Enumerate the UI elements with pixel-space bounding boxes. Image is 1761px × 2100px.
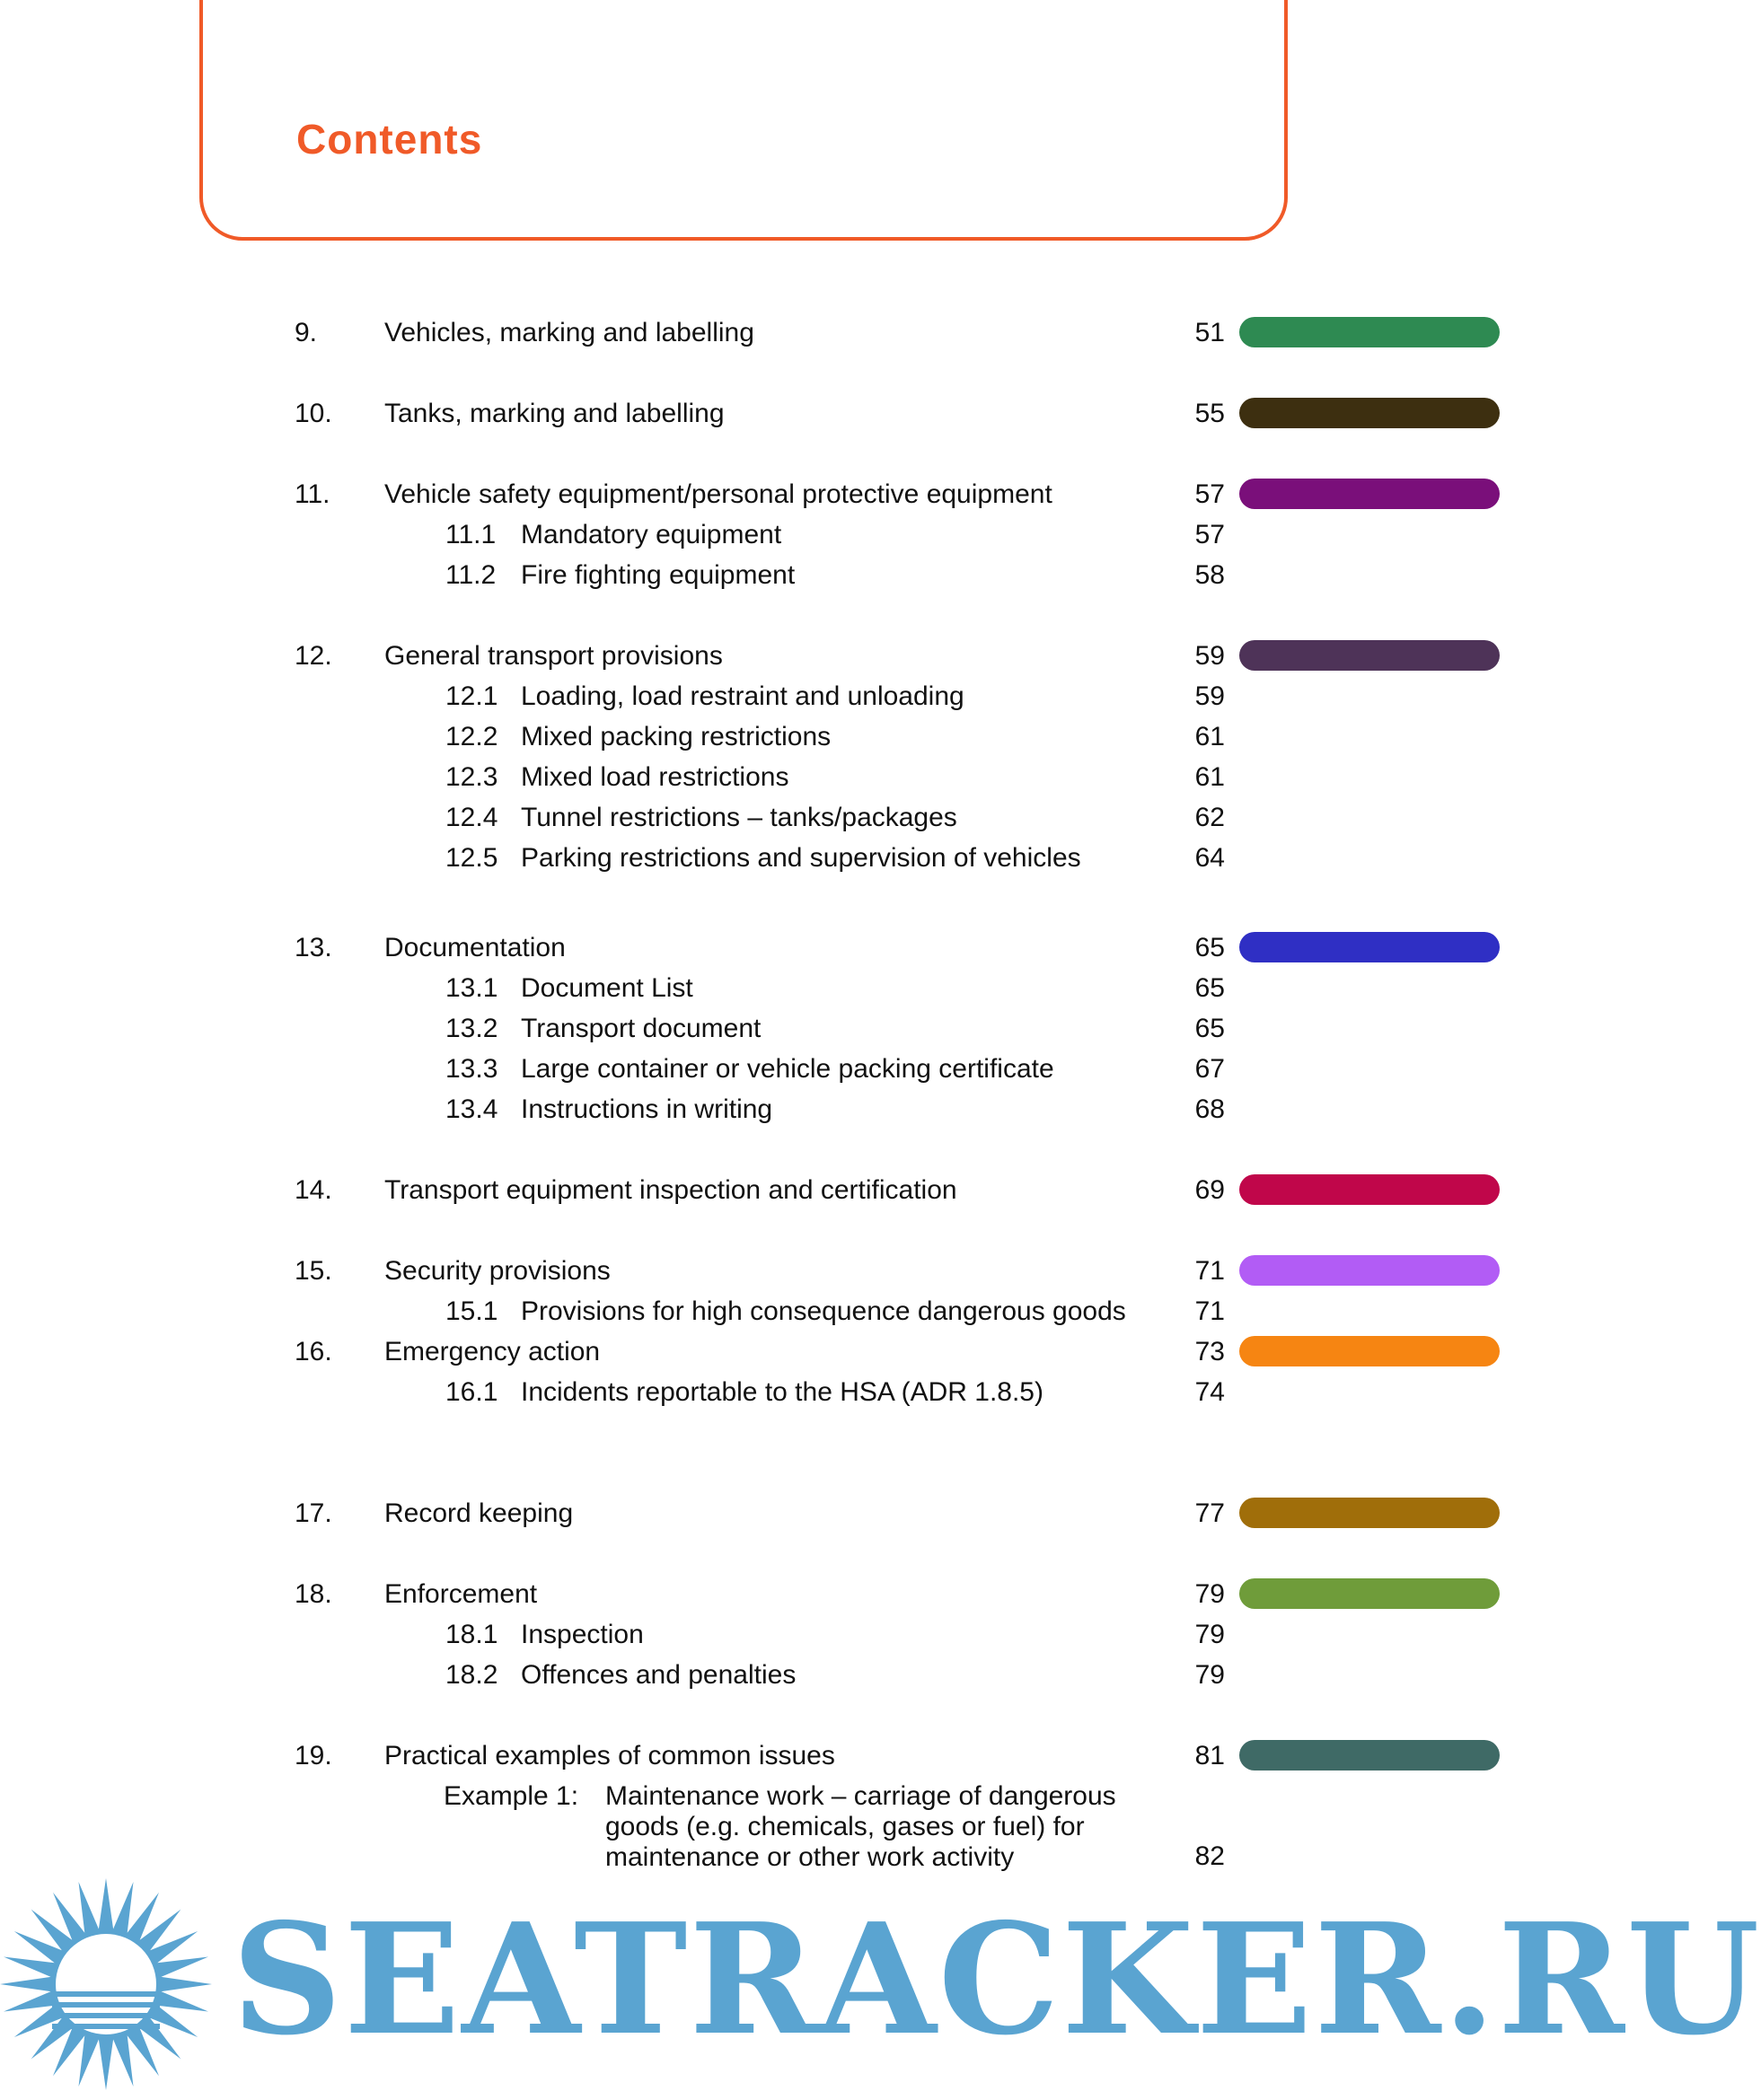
toc-subsection-row[interactable] bbox=[0, 968, 1485, 1008]
section-color-tab bbox=[1239, 932, 1500, 962]
toc-section-row[interactable] bbox=[0, 636, 1485, 676]
section-color-tab bbox=[1239, 1255, 1500, 1286]
toc-section-row[interactable] bbox=[0, 1574, 1485, 1614]
subsection-title: Instructions in writing bbox=[521, 1094, 773, 1124]
toc-subsection-row[interactable] bbox=[0, 1614, 1485, 1655]
subsection-number: 12.2 bbox=[445, 722, 498, 751]
section-color-tab bbox=[1239, 479, 1500, 509]
toc-section-row[interactable] bbox=[0, 1170, 1485, 1210]
page-number: 61 bbox=[1194, 762, 1225, 792]
section-title: Documentation bbox=[384, 933, 566, 962]
subsection-number: 13.3 bbox=[445, 1054, 498, 1084]
section-title: Vehicle safety equipment/personal protective equipment bbox=[384, 479, 1052, 509]
section-number: 11. bbox=[295, 479, 330, 509]
sun-stripe bbox=[52, 2013, 160, 2018]
page-number: 79 bbox=[1194, 1579, 1225, 1609]
sun-disc bbox=[56, 1934, 156, 2034]
subsection-title: Offences and penalties bbox=[521, 1660, 797, 1690]
page-number: 67 bbox=[1194, 1054, 1225, 1084]
toc-subsection-row[interactable] bbox=[0, 1372, 1485, 1412]
toc-section-row[interactable] bbox=[0, 927, 1485, 968]
example-text-line: maintenance or other work activity bbox=[605, 1842, 1015, 1872]
toc-subsection-row[interactable] bbox=[0, 1291, 1485, 1331]
page-number: 64 bbox=[1194, 843, 1225, 873]
page-number: 57 bbox=[1194, 520, 1225, 549]
toc-section-row[interactable] bbox=[0, 312, 1485, 353]
page-number: 65 bbox=[1194, 973, 1225, 1003]
sun-stripe bbox=[52, 1991, 160, 1997]
page-number: 51 bbox=[1194, 318, 1225, 347]
section-number: 10. bbox=[295, 399, 332, 428]
section-number: 13. bbox=[295, 933, 332, 962]
subsection-title: Mandatory equipment bbox=[521, 520, 782, 549]
page-number: 74 bbox=[1194, 1377, 1225, 1407]
subsection-title: Mixed packing restrictions bbox=[521, 722, 832, 751]
sun-stripe bbox=[52, 2002, 160, 2008]
example-text-line: goods (e.g. chemicals, gases or fuel) for bbox=[605, 1812, 1085, 1841]
subsection-title: Loading, load restraint and unloading bbox=[521, 681, 964, 711]
toc-subsection-row[interactable] bbox=[0, 514, 1485, 555]
section-number: 17. bbox=[295, 1498, 332, 1528]
toc-subsection-row[interactable] bbox=[0, 1089, 1485, 1129]
subsection-number: 12.1 bbox=[445, 681, 498, 711]
subsection-number: 15.1 bbox=[445, 1296, 498, 1326]
section-color-tab bbox=[1239, 317, 1500, 347]
example-text-line: Maintenance work – carriage of dangerous bbox=[605, 1781, 1116, 1811]
subsection-title: Provisions for high consequence dangerous goods bbox=[521, 1296, 1126, 1326]
section-title: Record keeping bbox=[384, 1498, 574, 1528]
page-number: 77 bbox=[1194, 1498, 1225, 1528]
page-title: Contents bbox=[296, 116, 483, 163]
section-color-tab bbox=[1239, 1740, 1500, 1771]
toc-section-row[interactable] bbox=[0, 393, 1485, 434]
toc-subsection-row[interactable] bbox=[0, 838, 1485, 878]
section-title: Vehicles, marking and labelling bbox=[384, 318, 754, 347]
toc-section-row[interactable] bbox=[0, 1493, 1485, 1533]
subsection-number: 13.4 bbox=[445, 1094, 498, 1124]
toc-subsection-row[interactable] bbox=[0, 1008, 1485, 1049]
page-number: 65 bbox=[1194, 933, 1225, 962]
section-color-tab bbox=[1239, 398, 1500, 428]
subsection-number: 16.1 bbox=[445, 1377, 498, 1407]
page-number: 69 bbox=[1194, 1175, 1225, 1205]
subsection-number: 11.1 bbox=[445, 520, 497, 549]
section-color-tab bbox=[1239, 1336, 1500, 1366]
section-title: General transport provisions bbox=[384, 641, 723, 671]
subsection-number: 18.1 bbox=[445, 1620, 498, 1649]
page-number: 59 bbox=[1194, 641, 1225, 671]
section-number: 16. bbox=[295, 1337, 332, 1366]
page-number: 79 bbox=[1194, 1620, 1225, 1649]
subsection-number: 13.2 bbox=[445, 1014, 498, 1043]
page-number: 55 bbox=[1194, 399, 1225, 428]
subsection-title: Fire fighting equipment bbox=[521, 560, 796, 590]
toc-section-row[interactable] bbox=[0, 1331, 1485, 1372]
subsection-title: Transport document bbox=[521, 1014, 762, 1043]
subsection-number: 13.1 bbox=[445, 973, 498, 1003]
section-title: Security provisions bbox=[384, 1256, 611, 1286]
page-number: 59 bbox=[1194, 681, 1225, 711]
page-number: 79 bbox=[1194, 1660, 1225, 1690]
subsection-title: Parking restrictions and supervision of vehicles bbox=[521, 843, 1081, 873]
section-number: 12. bbox=[295, 641, 332, 671]
section-title: Tanks, marking and labelling bbox=[384, 399, 725, 428]
page-number: 71 bbox=[1194, 1256, 1225, 1286]
section-title: Practical examples of common issues bbox=[384, 1741, 835, 1771]
subsection-number: 12.4 bbox=[445, 803, 498, 832]
toc-subsection-row[interactable] bbox=[0, 1655, 1485, 1695]
page-number: 58 bbox=[1194, 560, 1225, 590]
section-number: 19. bbox=[295, 1741, 332, 1771]
page-number: 65 bbox=[1194, 1014, 1225, 1043]
page-number: 61 bbox=[1194, 722, 1225, 751]
page-number: 73 bbox=[1194, 1337, 1225, 1366]
example-label: Example 1: bbox=[444, 1781, 579, 1811]
section-color-tab bbox=[1239, 1174, 1500, 1205]
subsection-title: Incidents reportable to the HSA (ADR 1.8.5) bbox=[521, 1377, 1043, 1407]
page-number: 82 bbox=[1194, 1841, 1225, 1871]
toc-subsection-row[interactable] bbox=[0, 797, 1485, 838]
section-number: 18. bbox=[295, 1579, 332, 1609]
page-number: 71 bbox=[1194, 1296, 1225, 1326]
watermark-text: SEATRACKER.RU bbox=[232, 1890, 1761, 2069]
subsection-title: Tunnel restrictions – tanks/packages bbox=[521, 803, 957, 832]
section-color-tab bbox=[1239, 640, 1500, 671]
toc-subsection-row[interactable] bbox=[0, 555, 1485, 595]
section-title: Transport equipment inspection and certification bbox=[384, 1175, 957, 1205]
section-number: 15. bbox=[295, 1256, 332, 1286]
section-number: 9. bbox=[295, 318, 318, 347]
section-title: Emergency action bbox=[384, 1337, 601, 1366]
section-title: Enforcement bbox=[384, 1579, 538, 1609]
section-color-tab bbox=[1239, 1578, 1500, 1609]
toc-subsection-row[interactable] bbox=[0, 676, 1485, 716]
subsection-title: Mixed load restrictions bbox=[521, 762, 789, 792]
toc-section-row[interactable] bbox=[0, 1251, 1485, 1291]
subsection-title: Inspection bbox=[521, 1620, 644, 1649]
toc-section-row[interactable] bbox=[0, 1735, 1485, 1776]
subsection-title: Large container or vehicle packing certificate bbox=[521, 1054, 1054, 1084]
toc-subsection-row[interactable] bbox=[0, 757, 1485, 797]
toc-subsection-row[interactable] bbox=[0, 1049, 1485, 1089]
section-color-tab bbox=[1239, 1498, 1500, 1528]
sun-stripe bbox=[52, 2024, 160, 2029]
toc-subsection-row[interactable] bbox=[0, 716, 1485, 757]
page-number: 57 bbox=[1194, 479, 1225, 509]
page-number: 62 bbox=[1194, 803, 1225, 832]
subsection-number: 12.5 bbox=[445, 843, 498, 873]
subsection-number: 12.3 bbox=[445, 762, 498, 792]
page-number: 81 bbox=[1194, 1741, 1225, 1771]
example-page-row bbox=[0, 1836, 1485, 1876]
subsection-title: Document List bbox=[521, 973, 693, 1003]
subsection-number: 18.2 bbox=[445, 1660, 498, 1690]
toc-section-row[interactable] bbox=[0, 474, 1485, 514]
page-number: 68 bbox=[1194, 1094, 1225, 1124]
subsection-number: 11.2 bbox=[445, 560, 497, 590]
section-number: 14. bbox=[295, 1175, 332, 1205]
